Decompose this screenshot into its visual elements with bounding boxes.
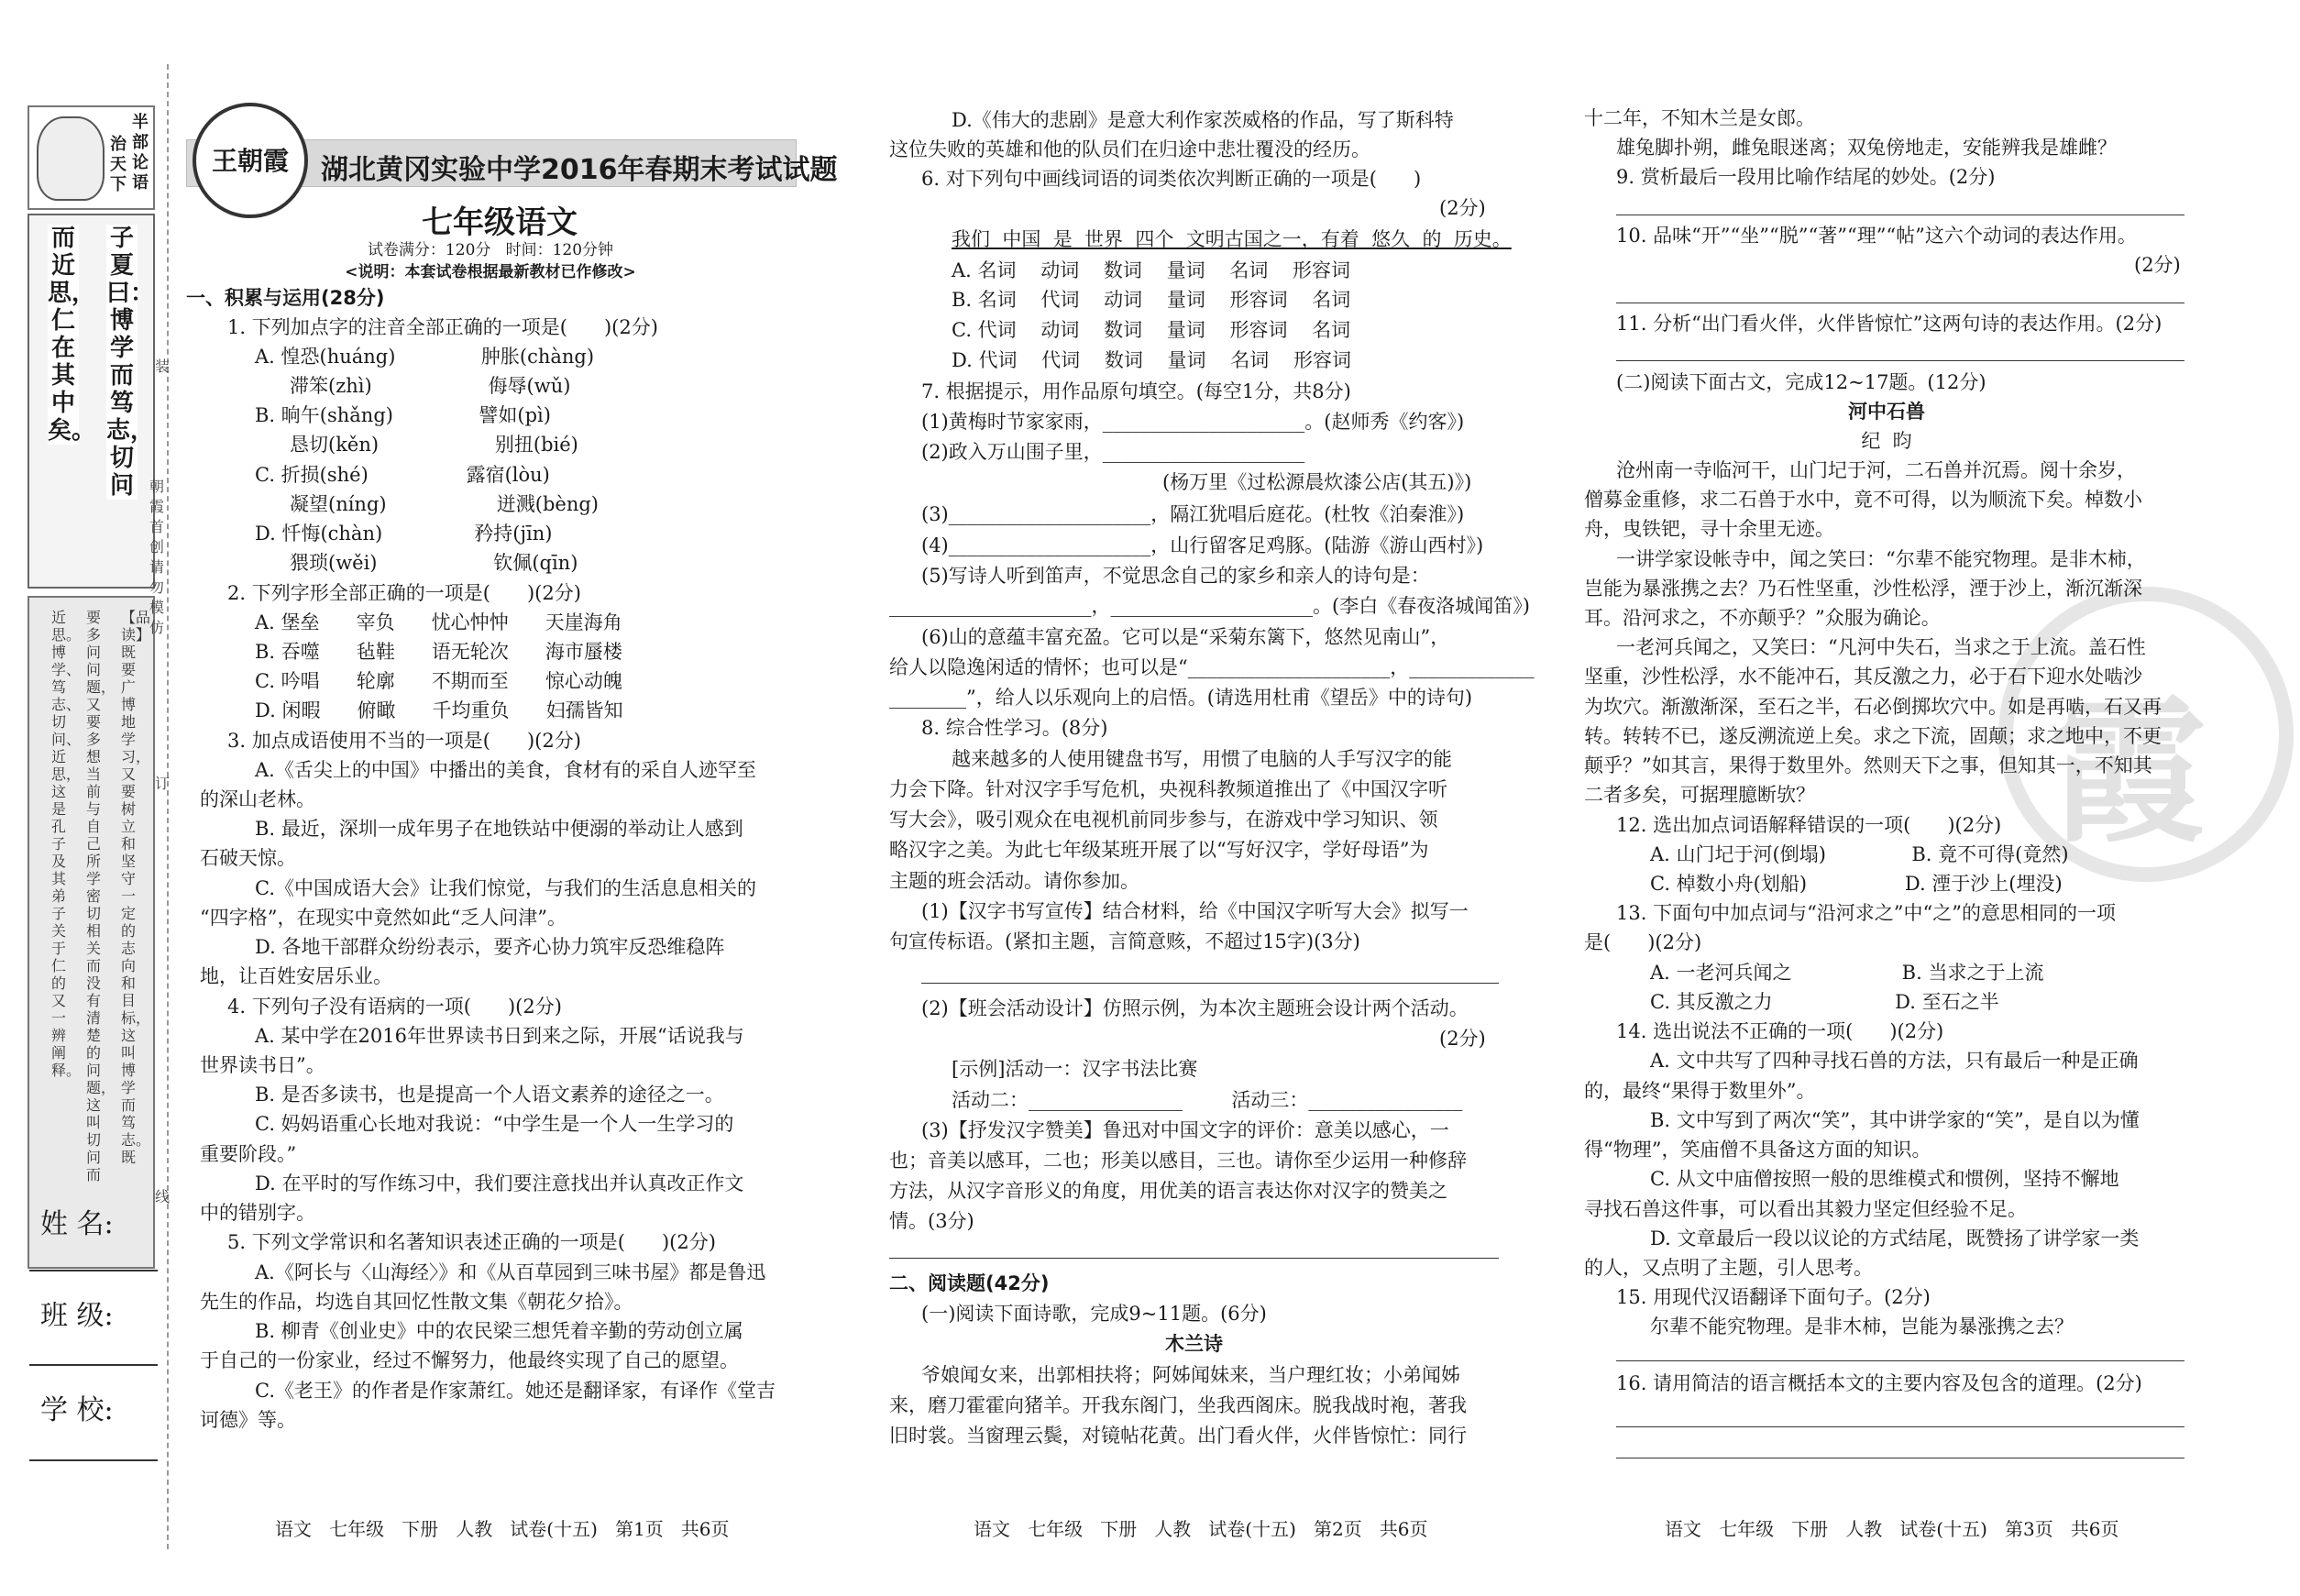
poem-line: 旧时裳。当窗理云鬓，对镜帖花黄。出门看火伴，火伴皆惊忙：同行 [889, 1425, 1467, 1447]
question-1: 1. 下列加点字的注音全部正确的一项是( )(2分) [227, 316, 658, 338]
binding-label-zhuang: 装 [154, 358, 170, 375]
note-column-1: 【品读】既要广博地学习，又要树立和坚守一定的志向和目标，这叫博学而笃志。既 [121, 609, 151, 1166]
body-line: 的深山老林。 [200, 788, 315, 810]
body-line: 主题的班会活动。请你参加。 [889, 870, 1139, 892]
option-line: 滞笨(zhì) 侮辱(wǔ) [290, 375, 571, 397]
question-16: 16. 请用简洁的语言概括本文的主要内容及包含的道理。(2分) [1616, 1372, 2142, 1394]
binding-dashed-line [167, 64, 169, 1549]
school-field[interactable] [29, 1459, 158, 1461]
answer-line[interactable] [1616, 1426, 2184, 1427]
section-heading: 二、阅读题(42分) [889, 1272, 1050, 1294]
exam-subject-title: 七年级语文 [422, 204, 578, 241]
option-line: A. 惶恐(huáng) 肿胀(chàng) [255, 346, 595, 368]
option-line: C. 吟唱 轮廓 不期而至 惊心动魄 [255, 670, 622, 692]
essay-line: 耳。沿河求之，不亦颠乎？”众服为确论。 [1584, 607, 1941, 629]
option-line: A. 名词 动词 数词 量词 名词 形容词 [952, 259, 1351, 281]
body-line: B. 是否多读书，也是提高一个人语文素养的途径之一。 [255, 1084, 724, 1106]
quote-commentary [28, 596, 155, 1269]
fill-source: (杨万里《过松源晨炊漆公店(其五)》) [1162, 471, 1472, 493]
fill-line: (4)_____________________，山行留客足鸡豚。(陆游《游山西村》) [921, 534, 1484, 556]
body-line: 诃德》等。 [200, 1409, 296, 1431]
question-4: 4. 下列句子没有语病的一项( )(2分) [227, 996, 562, 1018]
body-line: C. 妈妈语重心长地对我说：“中学生是一个人一生学习的 [255, 1113, 734, 1135]
option-line: B. 吞噬 毡鞋 语无轮次 海市蜃楼 [255, 641, 622, 663]
sub-question: (3)【抒发汉字赞美】鲁迅对中国文字的评价：意美以感心，一 [921, 1119, 1449, 1141]
option-line: 的人，又点明了主题，引人思考。 [1584, 1257, 1873, 1279]
question-5: 5. 下列文学常识和名著知识表述正确的一项是( )(2分) [227, 1231, 716, 1253]
question-6-sentence: 我们 中国 是 世界 四个 文明古国之一，有着 悠久 的 历史。 [952, 228, 1512, 250]
school-label: 学 校: [40, 1394, 114, 1426]
activity-blanks: 活动二：________________ 活动三：________________ [952, 1089, 1463, 1111]
poem-line: 十二年，不知木兰是女郎。 [1584, 107, 1815, 129]
example-line: [示例]活动一：汉字书法比赛 [952, 1058, 1198, 1080]
body-line: 力会下降。针对汉字手写危机，央视科教频道推出了《中国汉字听 [889, 778, 1447, 800]
option-line: C. 棹数小舟(划船) D. 湮于沙上(埋没) [1650, 873, 2063, 895]
body-line: 石破天惊。 [200, 847, 296, 869]
option-line: A. 山门圮于河(倒塌) B. 竟不可得(竟然) [1650, 843, 2069, 865]
question-13: 13. 下面句中加点词与“沿河求之”中“之”的意思相同的一项 [1616, 902, 2117, 924]
option-line: D. 闲暇 俯瞰 千均重负 妇孺皆知 [255, 699, 623, 721]
body-line: B. 最近，深圳一成年男子在地铁站中便溺的举动让人感到 [255, 818, 743, 840]
option-line: C. 折损(shé) 露宿(lòu) [255, 464, 550, 486]
score-note: (2分) [1439, 197, 1486, 219]
name-label: 姓 名: [40, 1208, 114, 1240]
body-line: 世界读书日”。 [200, 1054, 325, 1076]
question-6: 6. 对下列句中画线词语的词类依次判断正确的一项是( ) [921, 168, 1422, 190]
option-line: D. 忏悔(chàn) 矜持(jīn) [255, 523, 553, 545]
option-line: B. 名词 代词 动词 量词 形容词 名词 [952, 289, 1351, 311]
sub-question: (1)【汉字书写宣传】结合材料，给《中国汉字听写大会》拟写一 [921, 900, 1469, 922]
brand-seal [193, 103, 308, 218]
body-line: C.《中国成语大会》让我们惊觉，与我们的生活息息相关的 [255, 877, 756, 899]
answer-line[interactable] [1616, 360, 2184, 361]
quote-column-1: 子夏曰：博学而笃志，切问 [106, 225, 155, 500]
body-line: D. 在平时的写作练习中，我们要注意找出并认真改正作文 [255, 1172, 744, 1194]
binding-label-ding: 订 [154, 775, 170, 792]
option-line: D. 文章最后一段以议论的方式结尾，既赞扬了讲学家一类 [1650, 1227, 2140, 1249]
body-line: 方法，从汉字音形义的角度，用优美的语言表达你对汉字的赞美之 [889, 1180, 1447, 1202]
essay-title: 河中石兽 [1848, 401, 1925, 423]
question-9: 9. 赏析最后一段用比喻作结尾的妙处。(2分) [1616, 166, 1996, 188]
page-footer-1: 语文 七年级 下册 人教 试卷(十五) 第1页 共6页 [275, 1518, 730, 1540]
option-line: B. 晌午(shǎng) 譬如(pì) [255, 404, 551, 426]
body-line: 地，让百姓安居乐业。 [200, 965, 392, 987]
confucius-quote [28, 214, 155, 589]
answer-line[interactable] [921, 983, 1499, 984]
body-line: 也；音美以感耳，二也；形美以感目，三也。请你至少运用一种修辞 [889, 1150, 1467, 1172]
mascot-logo [28, 105, 155, 210]
option-line: C. 代词 动词 数词 量词 形容词 名词 [952, 319, 1351, 341]
motto-top-1: 半部论语 [132, 113, 149, 193]
question-15: 15. 用现代汉语翻译下面句子。(2分) [1616, 1286, 1931, 1308]
essay-line: 坚重，沙性松浮，水不能冲石，其反激之力，必于石下迎水处啮沙 [1584, 666, 2142, 688]
essay-line: 二者多矣，可据理臆断欤？ [1584, 784, 1815, 806]
fill-line: (2)政入万山围子里，_____________________ [921, 441, 1305, 463]
binding-sidebar [28, 105, 155, 1183]
fill-line: (1)黄梅时节家家雨，_____________________。(赵师秀《约客》) [921, 411, 1465, 433]
poem-title: 木兰诗 [1165, 1333, 1223, 1355]
option-line: A. 文中共写了四种寻找石兽的方法，只有最后一种是正确 [1650, 1050, 2139, 1072]
option-line: C. 从文中庙僧按照一般的思维模式和惯例，坚持不懈地 [1650, 1168, 2119, 1190]
essay-line: 僧募金重修，求二石兽于水中，竟不可得，以为顺流下矣。棹数小 [1584, 489, 2142, 511]
question-11: 11. 分析“出门看火伴，火伴皆惊忙”这两句诗的表达作用。(2分) [1616, 313, 2162, 335]
motto-top-2: 治天下 [110, 135, 127, 194]
essay-line: 转。转转不已，遂反溯流逆上矣。求之下流，固颠；求之地中，不更 [1584, 725, 2162, 747]
class-field[interactable] [29, 1364, 158, 1366]
body-line: 句宣传标语。(紧扣主题，言简意赅，不超过15字)(3分) [889, 930, 1360, 952]
option-line: 凝望(níng) 迸溅(bèng) [290, 493, 599, 515]
essay-line: 一老河兵闻之，又笑曰：“凡河中失石，当求之于上流。盖石性 [1616, 636, 2146, 658]
question-2: 2. 下列字形全部正确的一项是( )(2分) [227, 582, 581, 604]
sub-question: (2)【班会活动设计】仿照示例，为本次主题班会设计两个活动。 [921, 997, 1469, 1019]
body-line: D. 各地干部群众纷纷表示，要齐心协力筑牢反恐维稳阵 [255, 936, 725, 958]
question-12: 12. 选出加点词语解释错误的一项( )(2分) [1616, 814, 2002, 836]
option-line: A. 一老河兵闻之 B. 当求之于上流 [1650, 962, 2044, 984]
note-column-3: 近思。博学、笃志、切问、近思，这是孔子及其弟子关于仁的又一辨阐释。 [51, 609, 82, 1079]
question-10: 10. 品味“开”“坐”“脱”“著”“理”“帖”这六个动词的表达作用。 [1616, 225, 2137, 247]
body-line: 先生的作品，均选自其回忆性散文集《朝花夕拾》。 [200, 1291, 633, 1313]
option-line: D. 代词 代词 数词 量词 名词 形容词 [952, 349, 1351, 371]
option-line: 猥琐(wěi) 钦佩(qīn) [290, 552, 578, 574]
question-13-cont: 是( )(2分) [1584, 931, 1702, 953]
essay-line: 岂能为暴涨携之去？乃石性坚重，沙性松浮，湮于沙上，渐沉渐深 [1584, 578, 2142, 600]
body-line: 略汉字之美。为此七年级某班开展了以“写好汉字，学好母语”为 [889, 839, 1429, 861]
question-14: 14. 选出说法不正确的一项( )(2分) [1616, 1020, 1944, 1042]
body-line: 写大会》，吸引观众在电视机前同步参与，在游戏中学习知识、领 [889, 809, 1438, 831]
question-7: 7. 根据提示，用作品原句填空。(每空1分，共8分) [921, 380, 1351, 402]
section-heading: 一、积累与运用(28分) [186, 287, 385, 309]
body-line: 中的错别字。 [200, 1202, 315, 1224]
translate-sentence: 尔辈不能究物理。是非木柿，岂能为暴涨携之去？ [1650, 1315, 2074, 1337]
option-line: 的，最终“果得于数里外”。 [1584, 1080, 1816, 1102]
binding-label-xian: 线 [154, 1188, 170, 1205]
fill-line: (3)_____________________，隔江犹唱后庭花。(杜牧《泊秦淮》) [921, 503, 1465, 525]
body-line: D.《伟大的悲剧》是意大利作家茨威格的作品，写了斯科特 [952, 109, 1454, 131]
fill-line: 给人以隐逸闲适的情怀；也可以是“_____________________，_____________ [889, 656, 1535, 678]
poem-line: 爷娘闻女来，出郭相扶将；阿姊闻妹来，当户理红妆；小弟闻姊 [921, 1364, 1460, 1386]
option-line: 寻找石兽这件事，可以看出其毅力坚定但经验不足。 [1584, 1198, 2027, 1220]
question-3: 3. 加点成语使用不当的一项是( )(2分) [227, 730, 581, 752]
page-footer-2: 语文 七年级 下册 人教 试卷(十五) 第2页 共6页 [974, 1518, 1428, 1540]
page-footer-3: 语文 七年级 下册 人教 试卷(十五) 第3页 共6页 [1665, 1518, 2119, 1540]
poem-line: 来，磨刀霍霍向猪羊。开我东阁门，坐我西阁床。脱我战时袍，著我 [889, 1394, 1467, 1416]
watermark-seal: 霞 [1998, 587, 2294, 882]
score-note: (2分) [1439, 1028, 1486, 1050]
body-line: 情。(3分) [889, 1210, 974, 1232]
quote-column-2: 而近思，仁在其中矣。 [48, 225, 96, 445]
option-line: A. 堡垒 宰负 忧心忡忡 天崖海角 [255, 611, 622, 633]
answer-line[interactable] [889, 1258, 1499, 1259]
fill-line: ________”，给人以乐观向上的启悟。(请选用杜甫《望岳》中的诗句) [889, 687, 1473, 709]
essay-line: 舟，曳铁钯，寻十余里无迹。 [1584, 518, 1834, 540]
brand-name: 王朝霞 [211, 146, 289, 176]
answer-line[interactable] [1616, 1360, 2184, 1361]
name-field[interactable] [29, 1270, 158, 1271]
option-line: 恳切(kěn) 别扭(bié) [290, 434, 578, 456]
reading-intro: (一)阅读下面诗歌，完成9~11题。(6分) [921, 1303, 1267, 1325]
option-line: C. 其反激之力 D. 至石之半 [1650, 991, 1999, 1013]
body-line: B. 柳青《创业史》中的农民梁三想凭着辛勤的劳动创立属 [255, 1320, 743, 1342]
option-line: 得“物理”，笑庙僧不具备这方面的知识。 [1584, 1139, 1931, 1161]
body-line: 于自己的一份家业，经过不懈努力，他最终实现了自己的愿望。 [200, 1349, 739, 1371]
note-column-2: 要多问问题，又要多想当前与自己所学密切相关而没有清楚的问题，这叫切问而 [86, 609, 116, 1183]
body-line: A.《阿长与〈山海经〉》和《从百草园到三味书屋》都是鲁迅 [255, 1261, 766, 1283]
essay-author: 纪 昀 [1861, 430, 1912, 452]
body-line: 越来越多的人使用键盘书写，用惯了电脑的人手写汉字的能 [952, 748, 1452, 770]
body-line: “四字格”，在现实中竟然如此“乏人问津”。 [200, 907, 567, 929]
essay-line: 为坎穴。渐激渐深，至石之半，石必倒掷坎穴中。如是再啮，石又再 [1584, 696, 2162, 718]
exam-note: <说明：本套试卷根据最新教材已作修改> [345, 263, 636, 281]
essay-line: 一讲学家设帐寺中，闻之笑曰：“尔辈不能究物理。是非木柿， [1616, 548, 2146, 570]
reading-intro: (二)阅读下面古文，完成12~17题。(12分) [1616, 371, 1986, 393]
exam-meta: 试卷满分：120分 时间：120分钟 [367, 241, 614, 259]
option-line: B. 文中写到了两次“笑”，其中讲学家的“笑”，是自以为懂 [1650, 1109, 2140, 1131]
fill-line: _____________________，_____________________。(李白《春夜洛城闻笛》) [889, 595, 1530, 617]
scholar-mascot-icon [37, 116, 105, 201]
fill-line: (6)山的意蕴丰富充盈。它可以是“采菊东篱下，悠然见南山”， [921, 626, 1450, 648]
question-8: 8. 综合性学习。(8分) [921, 717, 1108, 739]
score-note: (2分) [2134, 254, 2181, 276]
class-label: 班 级: [40, 1300, 114, 1332]
essay-line: 沧州南一寺临河干，山门圮于河，二石兽并沉焉。阅十余岁， [1616, 459, 2136, 481]
school-exam-title: 湖北黄冈实验中学2016年春期末考试试题 [321, 154, 838, 186]
body-line: A. 某中学在2016年世界读书日到来之际，开展“话说我与 [255, 1025, 744, 1047]
body-line: C.《老王》的作者是作家萧红。她还是翻译家，有译作《堂吉 [255, 1380, 776, 1402]
body-line: 重要阶段。” [200, 1143, 297, 1165]
binding-warning: 朝霞首创 请勿模仿 [149, 478, 164, 636]
poem-line: 雄兔脚扑朔，雌兔眼迷离；双兔傍地走，安能辨我是雄雌？ [1616, 137, 2117, 159]
body-line: 这位失败的英雄和他的队员们在归途中悲壮覆没的经历。 [889, 138, 1370, 160]
essay-line: 颠乎？”如其言，果得于数里外。然则天下之事，但知其一，不知其 [1584, 754, 2152, 776]
body-line: A.《舌尖上的中国》中播出的美食，食材有的采自人迹罕至 [255, 759, 756, 781]
fill-line: (5)写诗人听到笛声，不觉思念自己的家乡和亲人的诗句是： [921, 565, 1430, 587]
